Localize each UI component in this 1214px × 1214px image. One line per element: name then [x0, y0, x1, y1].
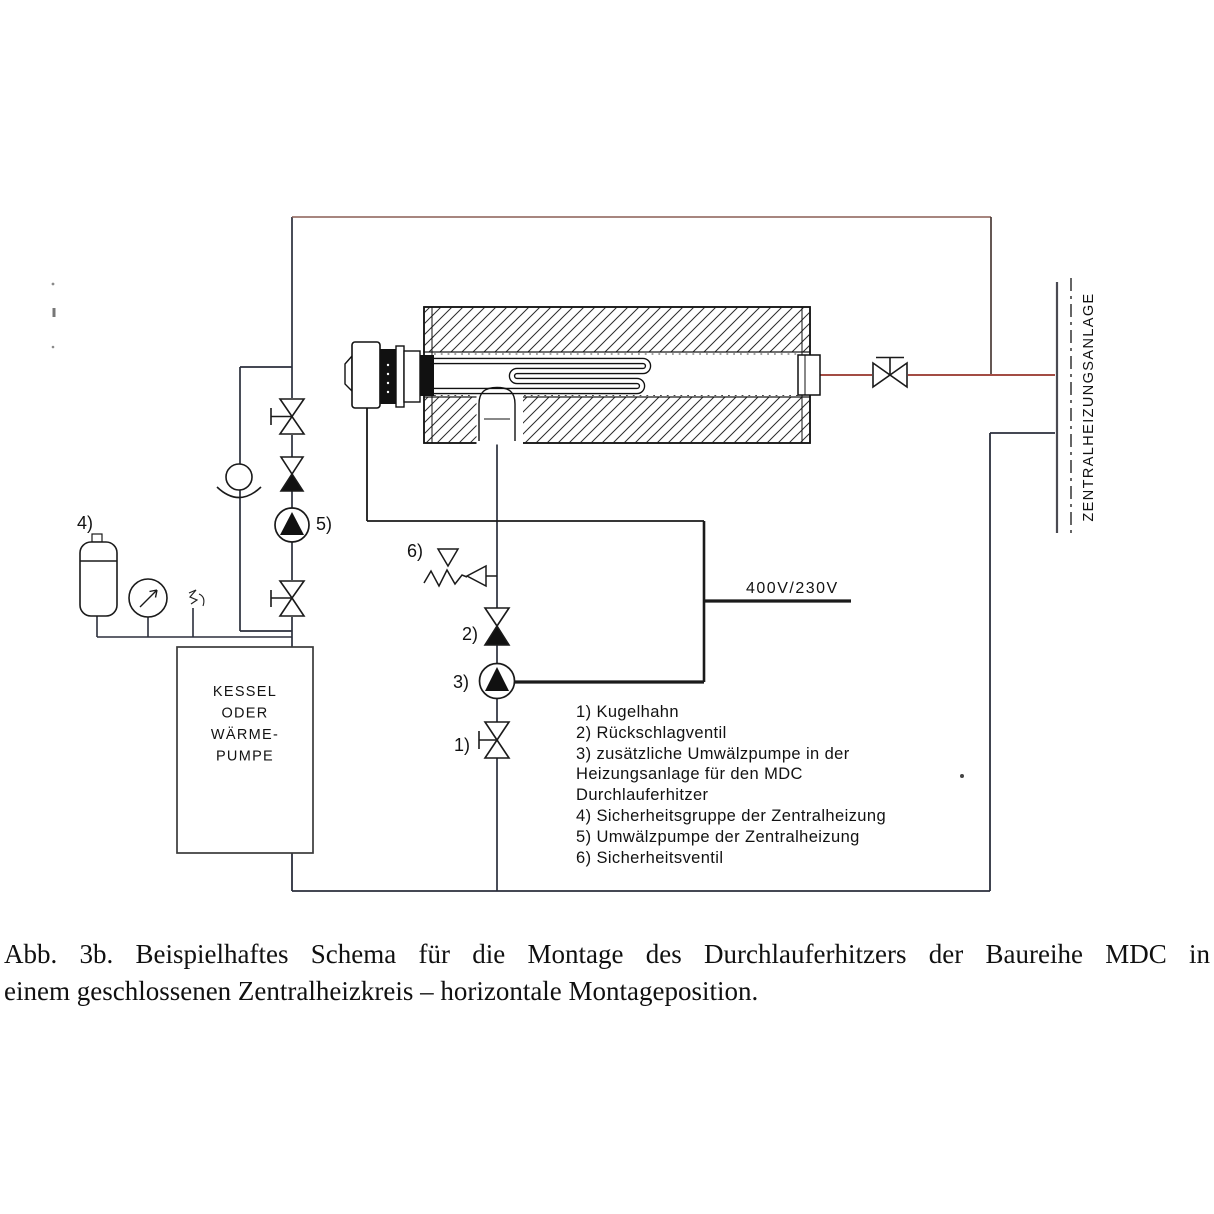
figure-caption — [4, 936, 1210, 1010]
manometer-symbol — [129, 579, 167, 617]
legend-line: 1) Kugelhahn — [576, 703, 679, 721]
heater-bottom-port — [477, 388, 524, 445]
label-1: 1) — [454, 735, 471, 755]
label-4: 4) — [77, 513, 94, 533]
air-vent-symbol — [189, 590, 204, 606]
check-valve-left-symbol — [281, 457, 303, 491]
mdc-heater-section — [345, 307, 820, 445]
label-5: 5) — [316, 514, 333, 534]
outlet-ball-valve-symbol — [873, 358, 907, 388]
legend-line: 5) Umwälzpumpe der Zentralheizung — [576, 827, 860, 846]
kessel-label-line2: ODER — [221, 705, 269, 722]
legend-line: Durchlauferhitzer — [576, 786, 709, 805]
label-2: 2) — [462, 624, 479, 644]
label-6: 6) — [407, 541, 424, 561]
safety-valve-6-symbol — [424, 549, 497, 586]
legend-line: 2) Rückschlagventil — [576, 723, 727, 742]
caption-line-2: einem geschlossenen Zentralheizkreis – horizontale Montageposition. — [4, 976, 759, 1006]
legend-line: Heizungsanlage für den MDC — [576, 765, 803, 784]
legend-line: 4) Sicherheitsgruppe der Zentralheizung — [576, 806, 887, 825]
legend-line: 3) zusätzliche Umwälzpumpe in der — [576, 744, 850, 763]
kessel-label-line4: PUMPE — [215, 748, 275, 765]
kessel-label-line1: KESSEL — [212, 684, 278, 700]
ball-valve-1-symbol — [479, 722, 509, 758]
check-valve-2-symbol — [485, 608, 509, 645]
safety-group-header-pipe — [97, 608, 292, 637]
legend-line: 6) Sicherheitsventil — [576, 848, 724, 867]
kessel-box — [177, 647, 313, 853]
pump-5-symbol — [275, 508, 309, 542]
kessel-label-line3: WÄRME- — [210, 727, 280, 743]
electric-cabling — [367, 407, 851, 682]
shutoff-valve-upper-symbol — [271, 399, 304, 434]
legend — [576, 702, 886, 868]
heater-connection-head — [345, 342, 434, 408]
label-3: 3) — [453, 672, 470, 692]
air-separator-symbol — [217, 464, 261, 498]
heater-outlet-fitting — [798, 355, 820, 395]
power-supply-label: 400V/230V — [746, 580, 839, 597]
zentralheizung-connection-symbol — [1057, 278, 1071, 537]
shutoff-valve-lower-symbol — [271, 581, 304, 616]
zentralheizung-label: ZENTRALHEIZUNGSANLAGE — [1081, 292, 1097, 522]
expansion-vessel-symbol — [80, 534, 117, 616]
caption-line-1: Abb. 3b. Beispielhaftes Schema für die Montage des Durchlauferhitzers der Baureihe MDC in — [4, 939, 1210, 969]
pump-3-symbol — [480, 664, 515, 699]
